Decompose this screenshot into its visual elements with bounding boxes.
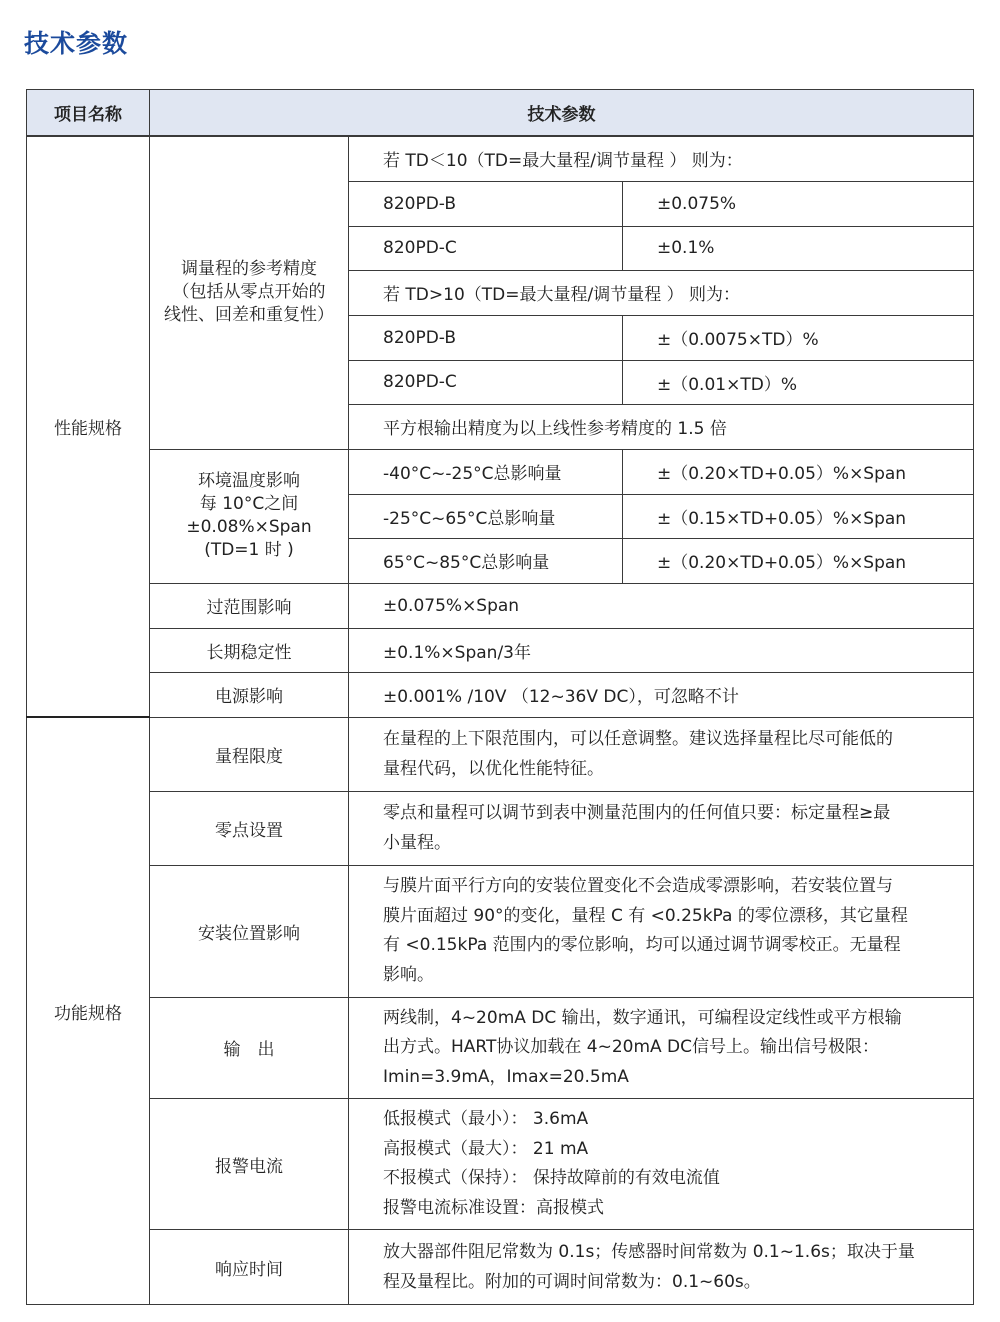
value-cell: ±0.075% — [623, 181, 974, 226]
header-item-name: 项目名称 — [27, 90, 150, 137]
text-line: 在量程的上下限范围内，可以任意调整。建议选择量程比尽可能低的 — [383, 729, 893, 749]
text-line: 有 <0.15kPa 范围内的零位影响，均可以通过调节调零校正。无量程 — [383, 935, 901, 955]
value-cell: ±（0.0075×TD）% — [623, 315, 974, 360]
param-alarm: 报警电流 — [150, 1099, 349, 1230]
power-value: ±0.001% /10V （12~36V DC），可忽略不计 — [349, 672, 974, 717]
table-row — [27, 717, 974, 791]
table-row — [27, 997, 974, 1099]
param-zero: 零点设置 — [150, 791, 349, 865]
value-cell: ±0.1% — [623, 226, 974, 270]
model-cell: 820PD-C — [349, 360, 623, 404]
param-overrange: 过范围影响 — [150, 583, 349, 628]
ambient-label-line: 每 10°C之间 — [199, 494, 299, 514]
text-line: 放大器部件阻尼常数为 0.1s；传感器时间常数为 0.1~1.6s；取决于量 — [383, 1242, 915, 1262]
text-line: 高报模式（最大）： 21 mA — [383, 1138, 589, 1159]
table-row — [27, 136, 974, 181]
param-mounting: 安装位置影响 — [150, 865, 349, 997]
param-range-limit: 量程限度 — [150, 717, 349, 791]
text-line: 与膜片面平行方向的安装位置变化不会造成零漂影响，若安装位置与 — [383, 876, 893, 896]
ambient-label-line: ±0.08%×Span — [186, 517, 312, 537]
output-text — [349, 997, 974, 1099]
table-row — [27, 865, 974, 997]
accuracy-condition-2: 若 TD>10（TD=最大量程/调节量程 ） 则为： — [349, 270, 974, 315]
text-line: 零点和量程可以调节到表中测量范围内的任何值只要：标定量程≥最 — [383, 803, 891, 823]
table-row — [27, 628, 974, 672]
param-accuracy — [150, 136, 349, 449]
range-cell: 65°C~85°C总影响量 — [349, 538, 623, 583]
text-line: 程及量程比。附加的可调时间常数为：0.1~60s。 — [383, 1272, 761, 1292]
model-cell: 820PD-C — [349, 226, 623, 270]
text-line: 不报模式（保持）： 保持故障前的有效电流值 — [383, 1168, 720, 1188]
value-cell: ±（0.15×TD+0.05）%×Span — [623, 494, 974, 538]
range-limit-text — [349, 717, 974, 791]
table-row — [27, 791, 974, 865]
range-cell: -40°C~-25°C总影响量 — [349, 449, 623, 494]
overrange-value: ±0.075%×Span — [349, 583, 974, 628]
text-line: 量程代码，以优化性能特征。 — [383, 759, 604, 779]
accuracy-label-line: 调量程的参考精度 — [181, 259, 317, 280]
category-functional: 功能规格 — [27, 717, 150, 1305]
value-cell: ±（0.20×TD+0.05）%×Span — [623, 538, 974, 583]
text-line: 膜片面超过 90°的变化，量程 C 有 <0.25kPa 的零位漂移，其它量程 — [383, 905, 908, 926]
ambient-label-line: 环境温度影响 — [198, 471, 300, 491]
table-header-row — [27, 90, 974, 137]
text-line: 出方式。HART协议加载在 4~20mA DC信号上。输出信号极限： — [383, 1037, 880, 1057]
accuracy-condition-1: 若 TD＜10（TD=最大量程/调节量程 ） 则为： — [349, 136, 974, 181]
table-row — [27, 583, 974, 628]
mounting-text — [349, 865, 974, 997]
zero-text — [349, 791, 974, 865]
ambient-label-line: (TD=1 时 ) — [204, 540, 294, 560]
value-cell: ±（0.20×TD+0.05）%×Span — [623, 449, 974, 494]
header-spec: 技术参数 — [150, 90, 974, 137]
range-cell: -25°C~65°C总影响量 — [349, 494, 623, 538]
text-line: 两线制，4~20mA DC 输出，数字通讯，可编程设定线性或平方根输 — [383, 1007, 902, 1028]
param-response: 响应时间 — [150, 1230, 349, 1305]
text-line: 报警电流标准设置：高报模式 — [383, 1197, 604, 1218]
text-line: 小量程。 — [383, 833, 451, 853]
table-row — [27, 672, 974, 717]
text-line: Imin=3.9mA，Imax=20.5mA — [383, 1066, 629, 1087]
category-performance: 性能规格 — [27, 136, 150, 717]
spec-table — [26, 89, 974, 1305]
model-cell: 820PD-B — [349, 181, 623, 226]
accuracy-label-line: （包括从零点开始的 — [172, 282, 326, 303]
page-title: 技术参数 — [24, 29, 129, 58]
accuracy-label-line: 线性、回差和重复性） — [164, 305, 334, 326]
param-stability: 长期稳定性 — [150, 628, 349, 672]
param-power: 电源影响 — [150, 672, 349, 717]
text-line: 影响。 — [383, 964, 434, 985]
stability-value: ±0.1%×Span/3年 — [349, 628, 974, 672]
value-cell: ±（0.01×TD）% — [623, 360, 974, 404]
param-ambient — [150, 449, 349, 583]
table-row — [27, 1099, 974, 1230]
table-row — [27, 449, 974, 494]
text-line: 低报模式（最小）： 3.6mA — [383, 1109, 589, 1129]
response-text — [349, 1230, 974, 1305]
sqrt-note: 平方根输出精度为以上线性参考精度的 1.5 倍 — [349, 404, 974, 449]
alarm-text — [349, 1099, 974, 1230]
model-cell: 820PD-B — [349, 315, 623, 360]
table-row — [27, 1230, 974, 1305]
param-output: 输 出 — [150, 997, 349, 1099]
